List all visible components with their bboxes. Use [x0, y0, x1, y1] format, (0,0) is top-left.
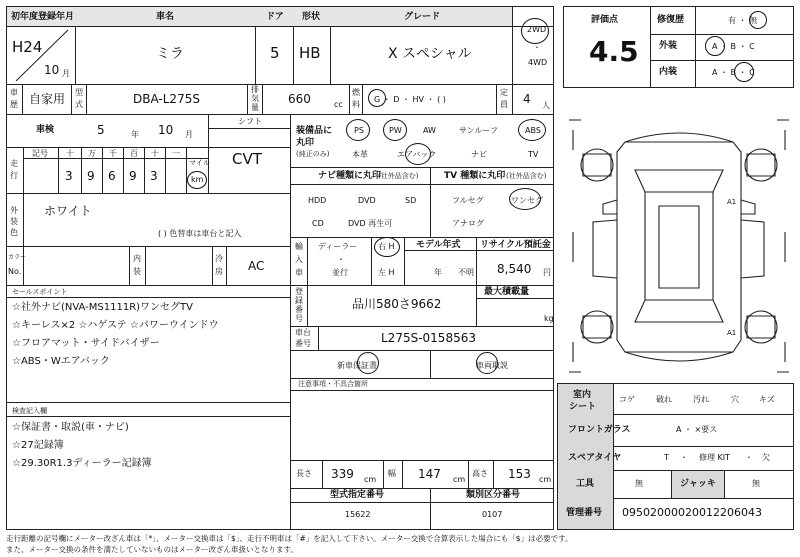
mile-label: マイル: [189, 159, 210, 167]
equipment-label-3: (純正のみ): [296, 150, 330, 158]
first-reg-month-unit: 月: [62, 69, 70, 78]
spare-none: 欠: [762, 453, 770, 462]
interior-label-2: 装: [133, 267, 141, 276]
navi-label: ナビ種類に丸印: [318, 171, 382, 181]
sales-point-4: ☆ABS・Wエアバック: [12, 356, 110, 367]
digit-head-symbol: 記号: [32, 149, 48, 158]
digit-head-5: 十: [151, 149, 159, 158]
spare-dot-2: ・: [745, 453, 753, 462]
vehicle-manual: 車両取説: [476, 361, 508, 370]
interior-grade-value: A ・ B ・ C: [712, 68, 755, 77]
chassis-label-2: 番号: [295, 339, 311, 348]
equip-navi: ナビ: [471, 150, 487, 159]
first-reg-month: 10: [44, 63, 60, 77]
import-label-1: 輸: [295, 242, 303, 251]
interior-label-1: 内: [133, 254, 141, 263]
door-label: ドア: [266, 12, 284, 22]
score-label: 評価点: [591, 15, 619, 25]
door-count: 5: [270, 44, 280, 62]
navi-sub: (社外品含む): [378, 172, 419, 180]
glass-label: フロントガラス: [568, 425, 631, 435]
mileage-label-2: 行: [10, 171, 18, 180]
record-3: ☆29.30R1.3ディーラー記録簿: [12, 458, 152, 469]
cap-label-1: 定: [500, 88, 508, 97]
reg-label-3: 番: [295, 305, 303, 314]
circle-pw: [383, 119, 407, 141]
model-label-2: 式: [75, 100, 83, 109]
width-label: 幅: [388, 469, 396, 478]
usage-label-2: 歴: [10, 100, 18, 109]
record-2: ☆27記録簿: [12, 440, 64, 451]
equip-aw: AW: [423, 126, 436, 135]
circle-exterior-a: [705, 36, 725, 56]
max-load-label: 最大積載量: [484, 287, 530, 297]
repair-label: 修復歴: [657, 15, 685, 25]
fuel-options: G ・ D ・ HV ・ ( ): [374, 95, 446, 104]
equip-tv: TV: [528, 150, 539, 159]
circle-fuel-g: [368, 89, 386, 107]
equip-abs: ABS: [525, 126, 541, 135]
usage-label-1: 車: [10, 88, 18, 97]
model-year-unknown: 不明: [458, 268, 474, 277]
color-no-label-2: No.: [8, 267, 22, 276]
seat-stain: 汚れ: [693, 395, 709, 404]
circle-ps: [346, 119, 370, 141]
color-no-label-1: カラー: [8, 254, 27, 261]
inspection-month: 10: [158, 123, 174, 137]
equip-leather: 本革: [352, 150, 368, 159]
seat-hole: 穴: [731, 395, 739, 404]
fuel-label-2: 料: [352, 100, 360, 109]
navi-cd: CD: [312, 219, 324, 228]
car-name: ミラ: [156, 46, 184, 62]
class-no-value: 0107: [482, 510, 503, 519]
digit-head-4: 百: [130, 149, 138, 158]
repair-value: 有 ・ 無: [728, 16, 758, 25]
spare-t: T: [664, 453, 669, 462]
tv-sub: (社外品含む): [506, 172, 547, 180]
color-value: ホワイト: [44, 204, 92, 218]
diagram-mark-rear: A1: [727, 329, 737, 337]
class-no-label: 類別区分番号: [466, 490, 521, 500]
drive-4wd: 4WD: [528, 58, 548, 67]
color-label-3: 色: [10, 228, 18, 237]
usage-value: 自家用: [29, 92, 66, 106]
km-label: km: [191, 175, 204, 184]
length-value: 339: [331, 467, 354, 481]
tv-fullseg: フルセグ: [452, 196, 484, 205]
disp-label-3: 量: [251, 103, 259, 112]
score-value: 4.5: [589, 35, 639, 68]
tv-label: TV 種類に丸印: [444, 171, 506, 181]
disp-label-2: 気: [251, 94, 259, 103]
navi-dvd-play: DVD 再生可: [348, 219, 393, 228]
recycle-value: 8,540: [497, 262, 532, 276]
tools-value: 無: [635, 479, 643, 488]
new-car-warranty: 新車保証書: [337, 361, 377, 370]
digit-3: 6: [108, 169, 116, 183]
shift-value: CVT: [232, 150, 262, 168]
circle-interior-b: [734, 62, 754, 82]
equipment-label-1: 装備品に: [296, 126, 333, 136]
exterior-label: 外装: [659, 41, 678, 51]
digit-head-2: 万: [88, 149, 96, 158]
management-number: 09502000020012206043: [622, 506, 762, 519]
reg-label-4: 号: [295, 314, 303, 323]
digit-head-1: 十: [66, 149, 74, 158]
notes-label: 注意事項・不具合箇所: [298, 380, 368, 388]
jack-value: 無: [752, 479, 760, 488]
reg-label-1: 登: [295, 287, 303, 296]
import-label-2: 入: [295, 255, 303, 264]
type-no-label: 型式指定番号: [330, 490, 385, 500]
ac-value: AC: [248, 259, 265, 273]
equip-ps: PS: [354, 126, 364, 135]
sales-point-3: ☆フロアマット・サイドバイザー: [12, 338, 160, 349]
import-parallel: 並行: [332, 268, 348, 277]
glass-value: A ・ ×要ス: [676, 425, 718, 434]
exterior-value: A ・ B ・ C: [712, 42, 755, 51]
height-value: 153: [508, 467, 531, 481]
grade-value: X スペシャル: [388, 46, 472, 62]
equip-sunroof: サンルーフ: [459, 126, 498, 135]
circle-warranty: [357, 352, 379, 374]
seat-burn: コゲ: [619, 395, 635, 404]
disp-label-1: 排: [251, 85, 259, 94]
equip-pw: PW: [389, 126, 402, 135]
chassis-number: L275S-0158563: [381, 331, 476, 345]
import-dot: ・: [337, 255, 345, 264]
equip-airbag: エアバック: [397, 150, 437, 159]
model-year-unit: 年: [434, 268, 442, 277]
height-label: 高さ: [472, 469, 488, 478]
spare-kit: 修理 KIT: [699, 453, 731, 462]
right-hand: 右 H: [378, 242, 395, 251]
grade-label: グレード: [404, 12, 441, 22]
tools-label: 工具: [576, 479, 595, 489]
spare-label: スペアタイヤ: [568, 453, 622, 463]
navi-sd: SD: [405, 196, 417, 205]
jack-label: ジャッキ: [680, 479, 716, 489]
reg-label-2: 録: [295, 296, 303, 305]
model-value: DBA-L275S: [133, 92, 200, 106]
sales-points-label: セールスポイント: [12, 288, 68, 296]
chassis-label-1: 車台: [295, 328, 311, 337]
model-label-1: 型: [75, 88, 83, 97]
circle-airbag: [405, 143, 431, 165]
circle-manual: [476, 352, 498, 374]
first-reg-era: H24: [12, 38, 43, 56]
shape-label: 形状: [302, 12, 321, 22]
color-note: ( ) 色替車は車台と記入: [158, 229, 242, 238]
ac-label-2: 房: [215, 267, 223, 276]
footer-line-2: また、メーター交換の条件を満たしていないものはメーター改ざん車扱いとなります。: [6, 545, 298, 554]
model-year-label: モデル年式: [416, 240, 461, 250]
length-unit: cm: [364, 475, 377, 484]
inspection-year: 5: [97, 123, 105, 137]
first-reg-label: 初年度登録年月: [11, 12, 75, 22]
circle-km: [187, 171, 207, 189]
navi-hdd: HDD: [308, 196, 327, 205]
seat-tear: 破れ: [656, 395, 672, 404]
spare-dot-1: ・: [680, 453, 688, 462]
drive-2wd: 2WD: [527, 25, 547, 34]
record-1: ☆保証書・取説(車・ナビ): [12, 422, 129, 433]
left-hand: 左 H: [378, 268, 395, 277]
seat-label-2: シート: [569, 402, 597, 412]
capacity-value: 4: [523, 92, 531, 106]
ac-label-1: 冷: [215, 254, 223, 263]
car-name-label: 車名: [156, 12, 175, 22]
seat-label-1: 室内: [573, 390, 592, 400]
capacity-unit: 人: [542, 101, 550, 110]
navi-dvd: DVD: [358, 196, 376, 205]
circle-right-hand: [374, 237, 400, 257]
cap-label-2: 員: [500, 100, 508, 109]
diagram-mark-front: A1: [727, 198, 737, 206]
circle-abs: [518, 119, 546, 141]
inspection-label: 車検: [36, 125, 55, 135]
registration-number: 品川580さ9662: [352, 297, 442, 311]
width-unit: cm: [453, 475, 466, 484]
sales-point-2: ☆キーレス×2 ☆ハゲステ ☆パワーウインドウ: [12, 320, 219, 331]
recycle-label: リサイクル預託金: [480, 240, 551, 250]
height-unit: cm: [539, 475, 552, 484]
color-label-2: 装: [10, 217, 18, 226]
circle-repair-none: [749, 11, 767, 29]
equipment-label-2: 丸印: [296, 138, 315, 148]
width-value: 147: [418, 467, 441, 481]
circle-oneseg: [509, 188, 541, 210]
drive-dot: ・: [533, 43, 541, 52]
inspection-month-unit: 月: [185, 130, 193, 139]
recycle-yen: 円: [543, 268, 551, 277]
digit-4: 9: [129, 169, 137, 183]
type-no-value: 15622: [345, 510, 371, 519]
digit-head-3: 千: [109, 149, 117, 158]
footer-line-1: 走行距離の記号欄にメーター改ざん車は「*」、メーター交換車は「$」、走行不明車は「#」を記入して下さい。メーター交換で合算表示した場合にも「$」は必要です。: [6, 534, 573, 543]
body-shape: HB: [299, 44, 321, 62]
import-label-3: 車: [295, 268, 303, 277]
cc-unit: cc: [334, 100, 343, 109]
sales-point-1: ☆社外ナビ(NVA-MS1111R)ワンセグTV: [12, 302, 194, 313]
import-dealer: ディーラー: [318, 242, 358, 251]
mileage-label-1: 走: [10, 159, 18, 168]
fuel-label-1: 燃: [352, 88, 360, 97]
car-damage-diagram: [563, 110, 794, 380]
shift-label: シフト: [238, 117, 262, 126]
digit-5: 3: [150, 169, 158, 183]
color-label-1: 外: [10, 206, 18, 215]
digit-2: 9: [87, 169, 95, 183]
tv-oneseg: ワンセグ: [511, 196, 543, 205]
max-load-kg: kg: [544, 314, 554, 323]
records-label: 検査記入欄: [12, 407, 47, 415]
management-label: 管理番号: [566, 508, 603, 518]
inspection-year-unit: 年: [131, 130, 139, 139]
displacement-value: 660: [288, 92, 311, 106]
seat-scratch: キズ: [759, 395, 775, 404]
interior-grade-label: 内装: [659, 67, 678, 77]
tv-analog: アナログ: [452, 219, 484, 228]
digit-head-6: 一: [172, 149, 180, 158]
circle-2wd: [521, 18, 549, 44]
length-label: 長さ: [296, 469, 312, 478]
digit-1: 3: [65, 169, 73, 183]
